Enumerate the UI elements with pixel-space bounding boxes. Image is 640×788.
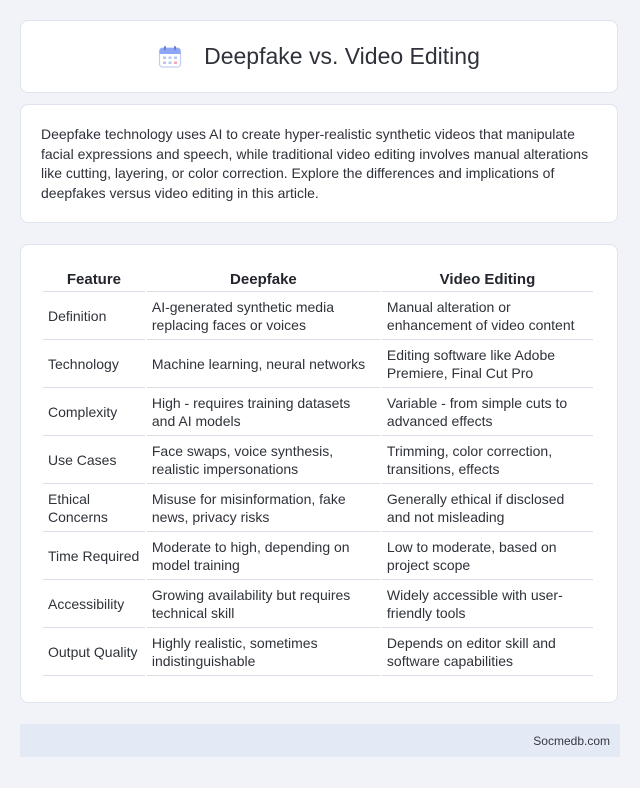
- feature-cell: Technology: [43, 340, 145, 388]
- table-row: [43, 388, 593, 436]
- deepfake-cell: Moderate to high, depending on model training: [147, 532, 380, 580]
- deepfake-cell: Machine learning, neural networks: [147, 340, 380, 388]
- deepfake-cell: Misuse for misinformation, fake news, privacy risks: [147, 484, 380, 532]
- table-row: [43, 436, 593, 484]
- video-editing-cell: Generally ethical if disclosed and not misleading: [382, 484, 593, 532]
- table-row: [43, 484, 593, 532]
- feature-cell: Time Required: [43, 532, 145, 580]
- column-header-video-editing: Video Editing: [382, 263, 593, 292]
- footer-site-name: Socmedb.com: [533, 733, 610, 748]
- feature-cell: Definition: [43, 292, 145, 340]
- deepfake-cell: AI-generated synthetic media replacing faces or voices: [147, 292, 380, 340]
- table-card: [20, 244, 618, 703]
- deepfake-cell: Growing availability but requires technical skill: [147, 580, 380, 628]
- feature-cell: Output Quality: [43, 628, 145, 676]
- table-row: [43, 580, 593, 628]
- deepfake-cell: Face swaps, voice synthesis, realistic impersonations: [147, 436, 380, 484]
- table-row: [43, 340, 593, 388]
- table-row: [43, 292, 593, 340]
- title-card: [20, 20, 618, 93]
- deepfake-cell: High - requires training datasets and AI models: [147, 388, 380, 436]
- feature-cell: Accessibility: [43, 580, 145, 628]
- page-title: Deepfake vs. Video Editing: [204, 43, 480, 69]
- video-editing-cell: Low to moderate, based on project scope: [382, 532, 593, 580]
- footer-bar: [20, 724, 620, 757]
- video-editing-cell: Trimming, color correction, transitions, effects: [382, 436, 593, 484]
- column-header-feature: Feature: [43, 263, 145, 292]
- calendar-icon: [158, 45, 182, 69]
- video-editing-cell: Depends on editor skill and software capabilities: [382, 628, 593, 676]
- comparison-table: [41, 263, 595, 676]
- video-editing-cell: Variable - from simple cuts to advanced effects: [382, 388, 593, 436]
- feature-cell: Ethical Concerns: [43, 484, 145, 532]
- feature-cell: Use Cases: [43, 436, 145, 484]
- video-editing-cell: Manual alteration or enhancement of video content: [382, 292, 593, 340]
- intro-card: [20, 104, 618, 223]
- feature-cell: Complexity: [43, 388, 145, 436]
- video-editing-cell: Widely accessible with user-friendly tools: [382, 580, 593, 628]
- column-header-deepfake: Deepfake: [147, 263, 380, 292]
- deepfake-cell: Highly realistic, sometimes indistinguishable: [147, 628, 380, 676]
- table-row: [43, 532, 593, 580]
- table-row: [43, 628, 593, 676]
- intro-paragraph: Deepfake technology uses AI to create hyper-realistic synthetic videos that manipulate facial expressions and speech, while traditional video editing involves manual alterations like cutting, layering, or color correction. Explore the differences and implications of deepfakes versus video editing in this article.: [41, 126, 589, 201]
- table-header-row: [43, 263, 593, 292]
- title-row: [158, 43, 480, 70]
- video-editing-cell: Editing software like Adobe Premiere, Final Cut Pro: [382, 340, 593, 388]
